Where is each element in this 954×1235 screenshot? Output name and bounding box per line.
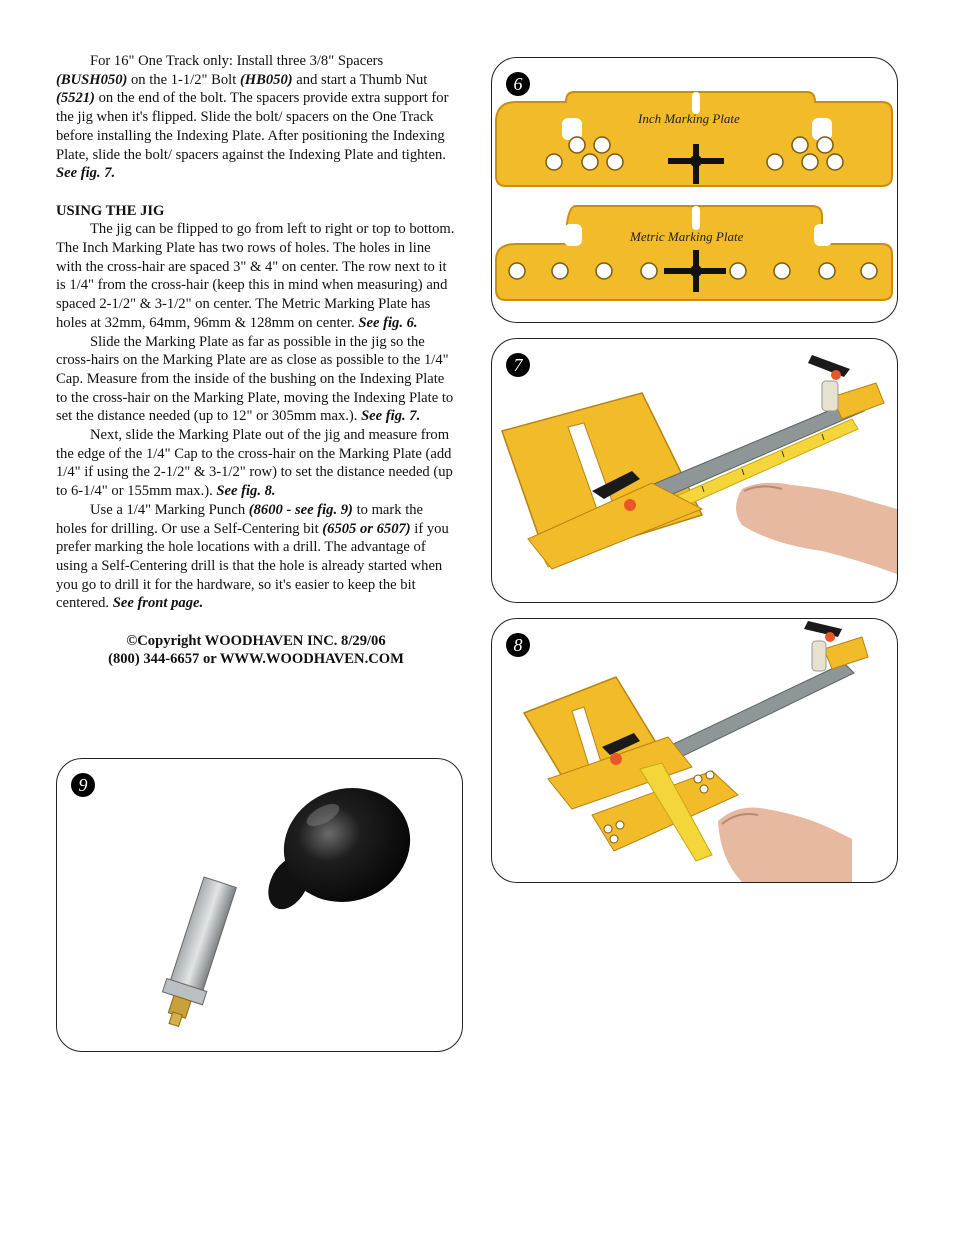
paragraph-punch — [56, 501, 456, 613]
figure-number-badge: 7 — [506, 353, 530, 377]
figure-number-badge: 9 — [71, 773, 95, 797]
text-run: on the 1-1/2" Bolt — [127, 71, 240, 88]
bushing — [822, 381, 838, 411]
figure-9-panel — [56, 758, 463, 1052]
metric-plate-label: Metric Marking Plate — [630, 229, 744, 244]
part-code: (6505 or 6507) — [322, 520, 411, 537]
figure-number-badge: 8 — [506, 633, 530, 657]
contact-line: (800) 344-6657 or WWW.WOODHAVEN.COM — [108, 651, 404, 668]
figure-number-badge: 6 — [506, 72, 530, 96]
marking-plates-illustration — [492, 58, 897, 322]
inch-plate-label: Inch Marking Plate — [638, 111, 740, 126]
figure-reference: See fig. 7. — [56, 165, 116, 182]
clamp-handle — [804, 621, 842, 637]
text-run: if you prefer marking the hole locations with a drill. The advantage of using a Self-Centering drill is that the hole is already started when you go to drill it for the hardware, so it's easier to keep the bit centered. — [56, 520, 449, 612]
instructions-column — [56, 52, 456, 669]
text-run: Slide the Marking Plate as far as possible in the jig so the cross-hairs on the Marking Plate are as close as possible to the 1/4" Cap. Measure from the inside of the bushing on the Indexing Plate to the cross-hair on the Marking Plate, moving the Indexing Plate to set the distance needed (up to 12" or 305mm max.). — [56, 333, 454, 425]
figure-6-panel — [491, 57, 898, 323]
text-run: Next, slide the Marking Plate out of the jig and measure from the edge of the 1/4" Cap to the cross-hair on the Marking Plate (add 1/4" if using the 2-1/2" & 3-1/2" row) to set the distance needed (up to 6-1/4" or 155mm max.). — [56, 427, 453, 500]
punch-shaft — [162, 876, 240, 1005]
figure-reference: See fig. 6. — [358, 314, 418, 331]
copyright — [56, 632, 456, 669]
part-code: (5521) — [56, 90, 95, 107]
clamp-handle — [808, 355, 850, 377]
marking-punch-illustration — [57, 759, 462, 1051]
part-code: (HB050) — [239, 71, 293, 88]
figure-7-panel — [491, 338, 898, 603]
text-run: Use a 1/4" Marking Punch — [90, 501, 249, 518]
text-run: on the end of the bolt. The spacers provide extra support for the jig when it's flipped. Slide the bolt/ spacers on the One Track before installing the Indexing Plate. After positioning the Indexing Plate, slide the bolt/ spacers against the Indexing Plate and tighten. — [56, 90, 449, 163]
part-code: (8600 - see fig. 9) — [248, 501, 353, 518]
hand — [718, 808, 852, 883]
jig-measuring-photo — [492, 619, 897, 882]
punch-tip — [165, 996, 191, 1028]
jig-measuring-photo — [492, 339, 897, 602]
text-run: to mark the holes for drilling. Or use a Self-Centering bit — [56, 501, 424, 537]
section-heading: USING THE JIG — [56, 202, 165, 219]
bushing — [812, 641, 826, 671]
hand — [736, 483, 897, 574]
figure-reference: See front page. — [112, 595, 204, 612]
part-code: (BUSH050) — [56, 71, 128, 88]
copyright-line: ©Copyright WOODHAVEN INC. 8/29/06 — [126, 632, 386, 649]
figure-reference: See fig. 8. — [216, 483, 276, 500]
paragraph-measure — [56, 426, 456, 501]
paragraph-slide — [56, 333, 456, 427]
figure-8-panel — [491, 618, 898, 883]
paragraph-flip — [56, 220, 456, 332]
figure-reference: See fig. 7. — [361, 408, 421, 425]
paragraph-spacers — [56, 52, 456, 183]
text-run: and start a Thumb Nut — [292, 71, 428, 88]
text-run: The jig can be flipped to go from left to right or top to bottom. The Inch Marking Plate has two rows of holes. The holes in line with the cross-hair are spaced 3" & 4" on center. The row next to it is 1/4" from the cross-hair (keep this in mind when measuring) and spaced 2-1/2" & 3-1/2" on center. The Metric Marking Plate has holes at 32mm, 64mm, 96mm & 128mm on center. — [56, 221, 455, 331]
text-run: For 16" One Track only: Install three 3/8" Spacers — [90, 53, 384, 69]
